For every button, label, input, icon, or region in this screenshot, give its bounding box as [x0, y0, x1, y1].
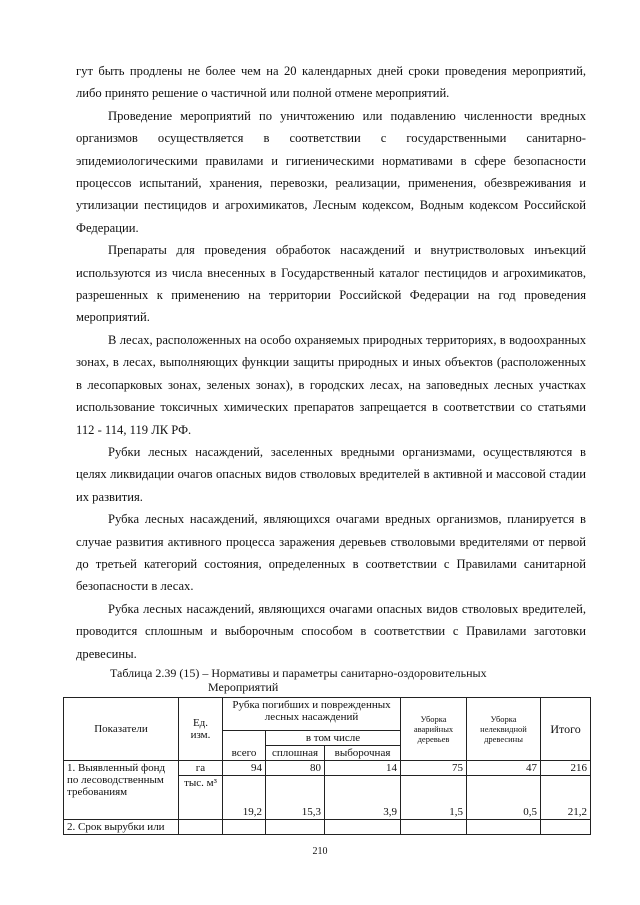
cell-value: 0,5 [467, 776, 541, 820]
table-header-row [64, 698, 591, 731]
table-row [64, 761, 591, 776]
header-emergency: Уборка аварийных деревьев [401, 698, 467, 761]
header-sum: Итого [541, 698, 591, 761]
paragraph: Рубка лесных насаждений, являющихся очагами вредных организмов, планируется в случае развития активного процесса заражения деревьев стволовыми вредителями от первой до третьей категорий состояния, определенных в соответствии с Правилами санитарной безопасности в лесах. [76, 512, 586, 594]
header-including: в том числе [266, 731, 401, 746]
paragraph: гут быть продлены не более чем на 20 календарных дней сроки проведения мероприятий, либо принято решение о частичной или полной отмене мероприятий. [76, 64, 586, 101]
paragraph: В лесах, расположенных на особо охраняемых природных территориях, в водоохранных зонах, в лесах, выполняющих функции защиты природных и иных объектов (расположенных в лесопарковых зонах, зеленых зонах), в городских лесах, на заповедных лесных участках использование токсичных химических препаратов запрещается в соответствии со статьями 112 - 114, 119 ЛК РФ. [76, 332, 586, 437]
row-unit: тыс. м³ [179, 776, 223, 820]
cell-value: 94 [223, 761, 266, 776]
table-caption-line-1: Таблица 2.39 (15) – Нормативы и параметры санитарно-оздоровительных [110, 666, 487, 680]
cell-value: 1,5 [401, 776, 467, 820]
cell-value: 15,3 [266, 776, 325, 820]
header-clear: сплошная [266, 746, 325, 761]
cell-value: 21,2 [541, 776, 591, 820]
paragraph: Препараты для проведения обработок насаждений и внутристволовых инъекций используются из числа внесенных в Государственный каталог пестицидов и агрохимикатов, разрешенных к применению на территории Российской Федерации на год проведения мероприятий. [76, 243, 586, 325]
header-total: всего [223, 731, 266, 761]
cell-empty [467, 820, 541, 835]
table-caption [110, 666, 580, 694]
cell-empty [325, 820, 401, 835]
row-unit: га [179, 761, 223, 776]
paragraph: Рубка лесных насаждений, являющихся очагами опасных видов стволовых вредителей, проводится сплошным и выборочным способом в соответствии с Правилами заготовки древесины. [76, 601, 586, 661]
body-text [76, 60, 586, 665]
paragraph: Проведение мероприятий по уничтожению или подавлению численности вредных организмов осуществляется в соответствии с государственными санитарно-эпидемиологическими правилами и гигиеническими нормативами в сфере безопасности процессов испытаний, хранения, перевозки, реализации, применения, обезвреживания и утилизации пестицидов и агрохимикатов, Лесным кодексом, Водным кодексом Российской Федерации. [76, 108, 586, 235]
table-row [64, 820, 591, 835]
cell-empty [401, 820, 467, 835]
header-illiquid: Уборка нелеквидной древесины [467, 698, 541, 761]
cell-empty [541, 820, 591, 835]
header-unit: Ед. изм. [179, 698, 223, 761]
row-indicator: 1. Выявленный фонд по лесоводственным требованиям [64, 761, 179, 820]
cell-value: 19,2 [223, 776, 266, 820]
row-indicator: 2. Срок вырубки или [64, 820, 179, 835]
header-selective: выборочная [325, 746, 401, 761]
paragraph: Рубки лесных насаждений, заселенных вредными организмами, осуществляются в целях ликвидации очагов опасных видов стволовых вредителей в активной и массовой стадии их развития. [76, 444, 586, 504]
cell-value: 80 [266, 761, 325, 776]
cell-value: 47 [467, 761, 541, 776]
table-caption-line-2: Мероприятий [208, 680, 279, 694]
cell-value: 216 [541, 761, 591, 776]
cell-value: 14 [325, 761, 401, 776]
norms-table [63, 697, 591, 835]
cell-empty [266, 820, 325, 835]
page-number: 210 [312, 846, 328, 857]
header-felling: Рубка погибших и поврежденных лесных насаждений [223, 698, 401, 731]
cell-empty [223, 820, 266, 835]
cell-empty [179, 820, 223, 835]
cell-value: 75 [401, 761, 467, 776]
header-indicators: Показатели [64, 698, 179, 761]
cell-value: 3,9 [325, 776, 401, 820]
